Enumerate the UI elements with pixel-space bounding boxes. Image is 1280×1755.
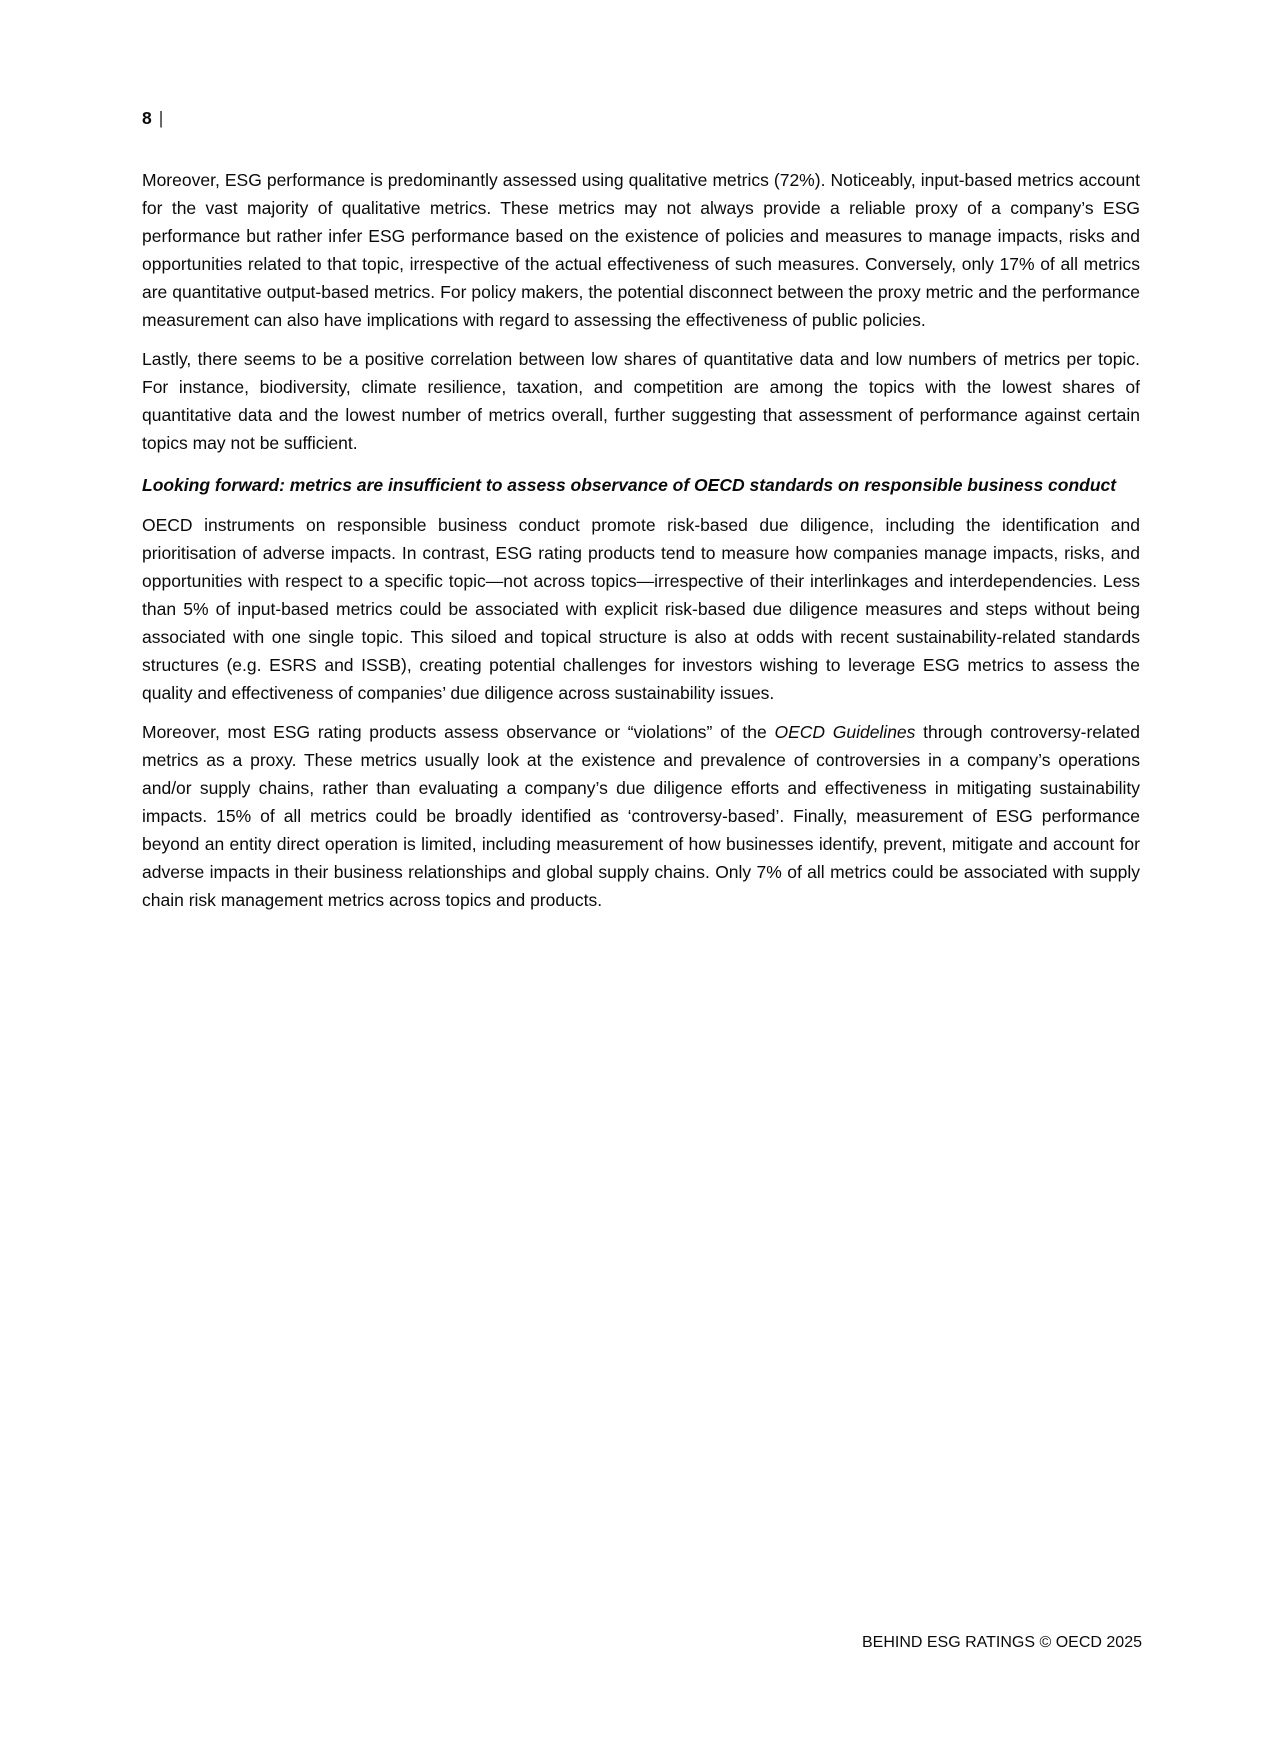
page-number-separator: | <box>158 108 164 128</box>
page-body <box>142 166 1140 925</box>
page-footer <box>142 1633 1142 1653</box>
paragraph-controversies <box>142 718 1140 914</box>
page-header <box>142 106 163 130</box>
paragraph-qualitative-metrics: Moreover, ESG performance is predominantly assessed using qualitative metrics (72%). Noticeably, input-based metrics account for the vast majority of qualitative metrics. These metrics may not always provide a reliable proxy of a company’s ESG performance but rather infer ESG performance based on the existence of policies and measures to manage impacts, risks and opportunities related to that topic, irrespective of the actual effectiveness of such measures. Conversely, only 17% of all metrics are quantitative output-based metrics. For policy makers, the potential disconnect between the proxy metric and the performance measurement can also have implications with regard to assessing the effectiveness of public policies. <box>142 170 1140 330</box>
section-heading: Looking forward: metrics are insufficient to assess observance of OECD standards on responsible business conduct <box>142 475 1117 495</box>
page-number: 8 <box>142 108 152 128</box>
paragraph-controversies-rest: through controversy-related metrics as a proxy. These metrics usually look at the existence and prevalence of controversies in a company’s operations and/or supply chains, rather than evaluating a company’s due diligence efforts and effectiveness in mitigating sustainability impacts. 15% of all metrics could be broadly identified as ‘controversy-based’. Finally, measurement of ESG performance beyond an entity direct operation is limited, including measurement of how businesses identify, prevent, mitigate and account for adverse impacts in their business relationships and global supply chains. Only 7% of all metrics could be associated with supply chain risk management metrics across topics and products. <box>142 722 1140 910</box>
paragraph-oecd-instruments: OECD instruments on responsible business conduct promote risk-based due diligence, including the identification and prioritisation of adverse impacts. In contrast, ESG rating products tend to measure how companies manage impacts, risks, and opportunities with respect to a specific topic—not across topics—irrespective of their interlinkages and interdependencies. Less than 5% of input-based metrics could be associated with explicit risk-based due diligence measures and steps without being associated with one single topic. This siloed and topical structure is also at odds with recent sustainability-related standards structures (e.g. ESRS and ISSB), creating potential challenges for investors wishing to leverage ESG metrics to assess the quality and effectiveness of companies’ due diligence across sustainability issues. <box>142 515 1140 703</box>
paragraph-controversies-lead: Moreover, most ESG rating products assess observance or “violations” of the <box>142 722 775 742</box>
paragraph-correlation: Lastly, there seems to be a positive correlation between low shares of quantitative data and low numbers of metrics per topic. For instance, biodiversity, climate resilience, taxation, and competition are among the topics with the lowest shares of quantitative data and the lowest number of metrics overall, further suggesting that assessment of performance against certain topics may not be sufficient. <box>142 349 1140 453</box>
running-footer-text: BEHIND ESG RATINGS © OECD 2025 <box>861 1634 1142 1651</box>
oecd-guidelines-reference: OECD Guidelines <box>774 722 916 742</box>
